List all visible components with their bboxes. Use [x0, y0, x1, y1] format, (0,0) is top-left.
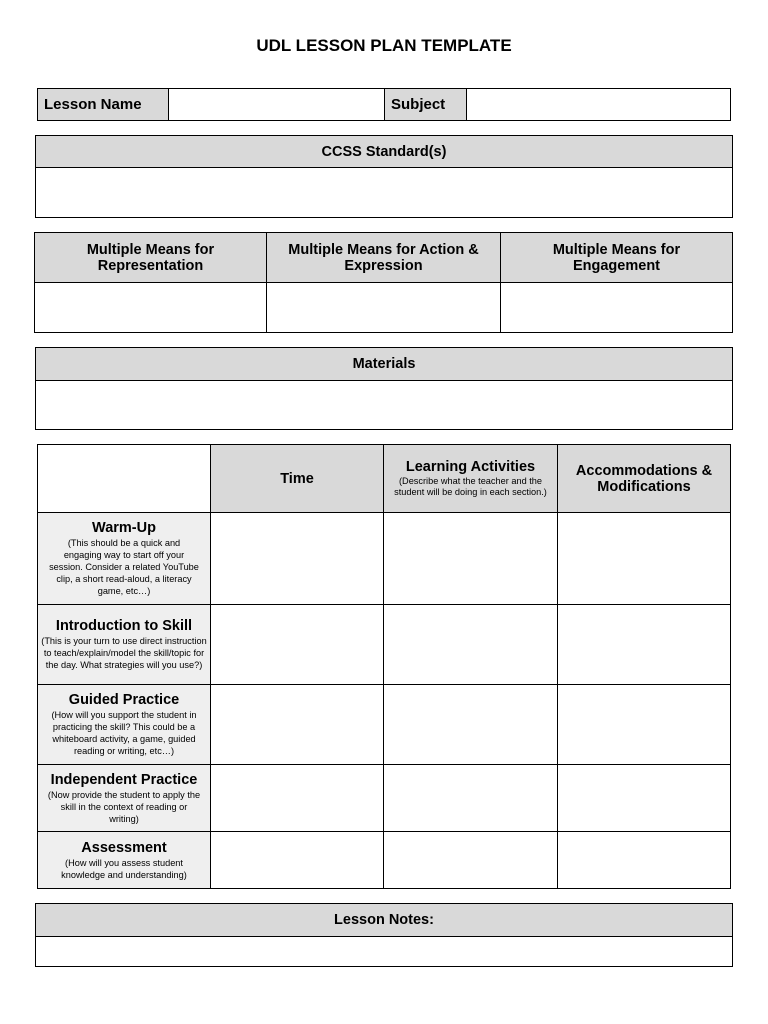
materials-section	[35, 347, 733, 430]
independent-practice-time-field[interactable]	[211, 765, 384, 832]
guided-practice-label	[38, 685, 211, 765]
introduction-accommodations-field[interactable]	[558, 605, 731, 685]
accommodations-header: Accommodations & Modifications	[558, 445, 731, 513]
means-representation-header: Multiple Means for Representation	[35, 233, 267, 283]
row-title: Warm-Up	[92, 520, 156, 536]
ccss-section	[35, 135, 733, 218]
introduction-label	[38, 605, 211, 685]
warm-up-time-field[interactable]	[211, 513, 384, 605]
lesson-notes-section	[35, 903, 733, 967]
ccss-field[interactable]	[36, 168, 733, 218]
subject-label: Subject	[385, 89, 467, 121]
row-title: Independent Practice	[50, 771, 198, 788]
introduction-time-field[interactable]	[211, 605, 384, 685]
row-desc: (This is your turn to use direct instruction to teach/explain/model the skill/topic for the day. What strategies will you use?)	[41, 636, 207, 670]
activities-table	[37, 444, 731, 889]
subject-field[interactable]	[467, 89, 731, 121]
lesson-name-field[interactable]	[169, 89, 385, 121]
row-desc: (Now provide the student to apply the skill in the context of reading or writing)	[47, 789, 201, 824]
assessment-activities-field[interactable]	[384, 832, 558, 889]
materials-header: Materials	[36, 348, 733, 381]
warm-up-accommodations-field[interactable]	[558, 513, 731, 605]
ccss-header: CCSS Standard(s)	[36, 136, 733, 168]
means-engagement-field[interactable]	[501, 283, 733, 333]
guided-practice-accommodations-field[interactable]	[558, 685, 731, 765]
page-title: UDL LESSON PLAN TEMPLATE	[256, 36, 512, 55]
means-action-expression-field[interactable]	[267, 283, 501, 333]
means-engagement-header: Multiple Means for Engagement	[501, 233, 733, 283]
independent-practice-activities-field[interactable]	[384, 765, 558, 832]
row-desc: (How will you assess student knowledge and understanding)	[61, 857, 187, 880]
warm-up-activities-field[interactable]	[384, 513, 558, 605]
row-title: Guided Practice	[68, 692, 180, 708]
lesson-notes-header: Lesson Notes:	[36, 904, 733, 937]
learning-activities-header	[384, 445, 558, 513]
activities-corner-cell	[38, 445, 211, 513]
guided-practice-time-field[interactable]	[211, 685, 384, 765]
learning-activities-desc: (Describe what the teacher and the student will be doing in each section.)	[394, 475, 547, 497]
lesson-info-row	[37, 88, 731, 121]
guided-practice-activities-field[interactable]	[384, 685, 558, 765]
independent-practice-label	[38, 765, 211, 832]
time-column-header: Time	[211, 445, 384, 513]
materials-field[interactable]	[36, 381, 733, 430]
lesson-name-label: Lesson Name	[38, 89, 169, 121]
row-desc: (This should be a quick and engaging way to start off your session. Consider a related YouTube clip, a short read-aloud, a literacy game, etc…)	[49, 538, 199, 596]
row-title: Introduction to Skill	[55, 618, 193, 634]
udl-means-section	[34, 232, 733, 333]
row-title: Assessment	[81, 839, 167, 856]
assessment-label	[38, 832, 211, 889]
assessment-time-field[interactable]	[211, 832, 384, 889]
introduction-activities-field[interactable]	[384, 605, 558, 685]
lesson-notes-field[interactable]	[36, 937, 733, 967]
means-representation-field[interactable]	[35, 283, 267, 333]
assessment-accommodations-field[interactable]	[558, 832, 731, 889]
row-desc: (How will you support the student in practicing the skill? This could be a whiteboard activity, a game, guided reading or writing, etc…)	[51, 710, 197, 756]
learning-activities-title: Learning Activities	[405, 458, 536, 475]
means-action-expression-header: Multiple Means for Action & Expression	[267, 233, 501, 283]
warm-up-label	[38, 513, 211, 605]
independent-practice-accommodations-field[interactable]	[558, 765, 731, 832]
